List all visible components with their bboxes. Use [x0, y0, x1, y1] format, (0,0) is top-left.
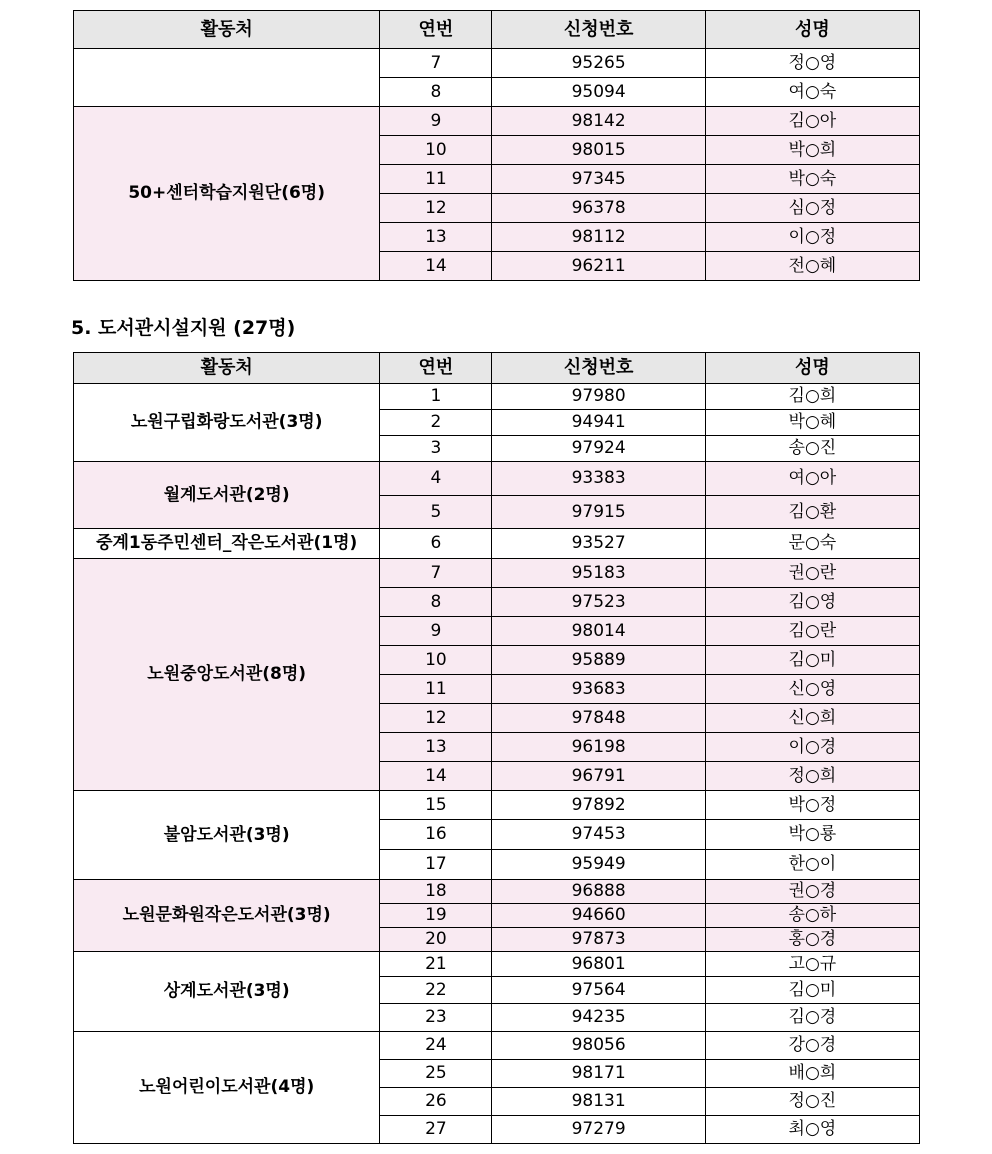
applicant-name-cell: 정○희 [705, 762, 919, 791]
application-no-cell: 97848 [492, 704, 705, 733]
activity-site-cell: 상계도서관(3명) [74, 952, 380, 1032]
serial-no-cell: 26 [380, 1088, 492, 1116]
serial-no-cell: 12 [380, 194, 492, 223]
application-no-cell: 97924 [492, 436, 705, 462]
applicant-name-cell: 김○란 [705, 617, 919, 646]
application-no-cell: 96211 [492, 252, 705, 281]
application-no-cell: 98131 [492, 1088, 705, 1116]
application-no-cell: 97892 [492, 791, 705, 820]
serial-no-cell: 20 [380, 928, 492, 952]
applicant-name-cell: 권○란 [705, 559, 919, 588]
applicant-name-cell: 송○진 [705, 436, 919, 462]
serial-no-cell: 10 [380, 136, 492, 165]
applicant-name-cell: 최○영 [705, 1116, 919, 1144]
applicant-name-cell: 여○숙 [705, 78, 919, 107]
table-row [74, 462, 920, 496]
application-no-cell: 98014 [492, 617, 705, 646]
activity-site-cell: 노원어린이도서관(4명) [74, 1032, 380, 1144]
serial-no-cell: 15 [380, 791, 492, 820]
applicant-name-cell: 이○정 [705, 223, 919, 252]
application-no-cell: 94235 [492, 1004, 705, 1032]
serial-no-cell: 14 [380, 762, 492, 791]
application-no-cell: 98142 [492, 107, 705, 136]
header-application-no: 신청번호 [492, 11, 705, 49]
table-row [74, 952, 920, 977]
table-row [74, 791, 920, 820]
table-header-row [74, 353, 920, 384]
applicant-name-cell: 배○희 [705, 1060, 919, 1088]
serial-no-cell: 13 [380, 733, 492, 762]
applicant-name-cell: 신○희 [705, 704, 919, 733]
header-name: 성명 [705, 353, 919, 384]
applicant-name-cell: 김○희 [705, 384, 919, 410]
applicant-name-cell: 정○진 [705, 1088, 919, 1116]
serial-no-cell: 9 [380, 107, 492, 136]
application-no-cell: 95889 [492, 646, 705, 675]
application-no-cell: 95949 [492, 850, 705, 880]
applicant-name-cell: 박○희 [705, 136, 919, 165]
applicant-name-cell: 김○환 [705, 496, 919, 529]
application-no-cell: 95094 [492, 78, 705, 107]
serial-no-cell: 7 [380, 559, 492, 588]
applicant-name-cell: 전○혜 [705, 252, 919, 281]
applicant-name-cell: 박○혜 [705, 410, 919, 436]
table-header-row [74, 11, 920, 49]
header-serial-no: 연번 [380, 353, 492, 384]
volunteer-table-library-support [73, 352, 920, 1144]
serial-no-cell: 21 [380, 952, 492, 977]
application-no-cell: 94660 [492, 904, 705, 928]
serial-no-cell: 19 [380, 904, 492, 928]
serial-no-cell: 5 [380, 496, 492, 529]
applicant-name-cell: 여○아 [705, 462, 919, 496]
applicant-name-cell: 강○경 [705, 1032, 919, 1060]
application-no-cell: 93683 [492, 675, 705, 704]
application-no-cell: 96791 [492, 762, 705, 791]
applicant-name-cell: 김○아 [705, 107, 919, 136]
activity-site-cell: 50+센터학습지원단(6명) [74, 107, 380, 281]
applicant-name-cell: 김○미 [705, 646, 919, 675]
activity-site-cell [74, 49, 380, 107]
serial-no-cell: 12 [380, 704, 492, 733]
serial-no-cell: 24 [380, 1032, 492, 1060]
applicant-name-cell: 김○경 [705, 1004, 919, 1032]
applicant-name-cell: 김○미 [705, 977, 919, 1004]
application-no-cell: 96888 [492, 880, 705, 904]
application-no-cell: 93383 [492, 462, 705, 496]
applicant-name-cell: 고○규 [705, 952, 919, 977]
applicant-name-cell: 심○정 [705, 194, 919, 223]
applicant-name-cell: 홍○경 [705, 928, 919, 952]
table-row [74, 880, 920, 904]
activity-site-cell: 노원구립화랑도서관(3명) [74, 384, 380, 462]
serial-no-cell: 9 [380, 617, 492, 646]
serial-no-cell: 11 [380, 675, 492, 704]
application-no-cell: 97915 [492, 496, 705, 529]
activity-site-cell: 월계도서관(2명) [74, 462, 380, 529]
applicant-name-cell: 한○이 [705, 850, 919, 880]
application-no-cell: 97453 [492, 820, 705, 850]
serial-no-cell: 3 [380, 436, 492, 462]
header-activity-site: 활동처 [74, 11, 380, 49]
application-no-cell: 97345 [492, 165, 705, 194]
application-no-cell: 94941 [492, 410, 705, 436]
application-no-cell: 95183 [492, 559, 705, 588]
applicant-name-cell: 권○경 [705, 880, 919, 904]
applicant-name-cell: 박○룡 [705, 820, 919, 850]
serial-no-cell: 22 [380, 977, 492, 1004]
header-name: 성명 [705, 11, 919, 49]
table-row [74, 1032, 920, 1060]
applicant-name-cell: 송○하 [705, 904, 919, 928]
serial-no-cell: 27 [380, 1116, 492, 1144]
table-row [74, 559, 920, 588]
section-5-heading: 5. 도서관시설지원 (27명) [71, 317, 296, 339]
serial-no-cell: 6 [380, 529, 492, 559]
applicant-name-cell: 박○숙 [705, 165, 919, 194]
table-row [74, 529, 920, 559]
header-application-no: 신청번호 [492, 353, 705, 384]
applicant-name-cell: 문○숙 [705, 529, 919, 559]
serial-no-cell: 17 [380, 850, 492, 880]
serial-no-cell: 11 [380, 165, 492, 194]
application-no-cell: 98112 [492, 223, 705, 252]
serial-no-cell: 1 [380, 384, 492, 410]
serial-no-cell: 8 [380, 78, 492, 107]
header-serial-no: 연번 [380, 11, 492, 49]
applicant-name-cell: 이○경 [705, 733, 919, 762]
header-activity-site: 활동처 [74, 353, 380, 384]
application-no-cell: 97523 [492, 588, 705, 617]
activity-site-cell: 노원문화원작은도서관(3명) [74, 880, 380, 952]
applicant-name-cell: 정○영 [705, 49, 919, 78]
application-no-cell: 98015 [492, 136, 705, 165]
serial-no-cell: 18 [380, 880, 492, 904]
activity-site-cell: 불암도서관(3명) [74, 791, 380, 880]
table-row [74, 384, 920, 410]
serial-no-cell: 13 [380, 223, 492, 252]
serial-no-cell: 7 [380, 49, 492, 78]
serial-no-cell: 23 [380, 1004, 492, 1032]
application-no-cell: 97279 [492, 1116, 705, 1144]
application-no-cell: 96378 [492, 194, 705, 223]
application-no-cell: 96198 [492, 733, 705, 762]
application-no-cell: 96801 [492, 952, 705, 977]
application-no-cell: 93527 [492, 529, 705, 559]
serial-no-cell: 2 [380, 410, 492, 436]
serial-no-cell: 8 [380, 588, 492, 617]
applicant-name-cell: 김○영 [705, 588, 919, 617]
volunteer-table-part-4 [73, 10, 920, 281]
activity-site-cell: 중계1동주민센터_작은도서관(1명) [74, 529, 380, 559]
applicant-name-cell: 박○정 [705, 791, 919, 820]
serial-no-cell: 25 [380, 1060, 492, 1088]
application-no-cell: 98171 [492, 1060, 705, 1088]
table-row [74, 107, 920, 136]
serial-no-cell: 4 [380, 462, 492, 496]
application-no-cell: 95265 [492, 49, 705, 78]
serial-no-cell: 14 [380, 252, 492, 281]
application-no-cell: 97564 [492, 977, 705, 1004]
applicant-name-cell: 신○영 [705, 675, 919, 704]
activity-site-cell: 노원중앙도서관(8명) [74, 559, 380, 791]
serial-no-cell: 10 [380, 646, 492, 675]
serial-no-cell: 16 [380, 820, 492, 850]
application-no-cell: 97980 [492, 384, 705, 410]
table-row [74, 49, 920, 78]
application-no-cell: 98056 [492, 1032, 705, 1060]
application-no-cell: 97873 [492, 928, 705, 952]
